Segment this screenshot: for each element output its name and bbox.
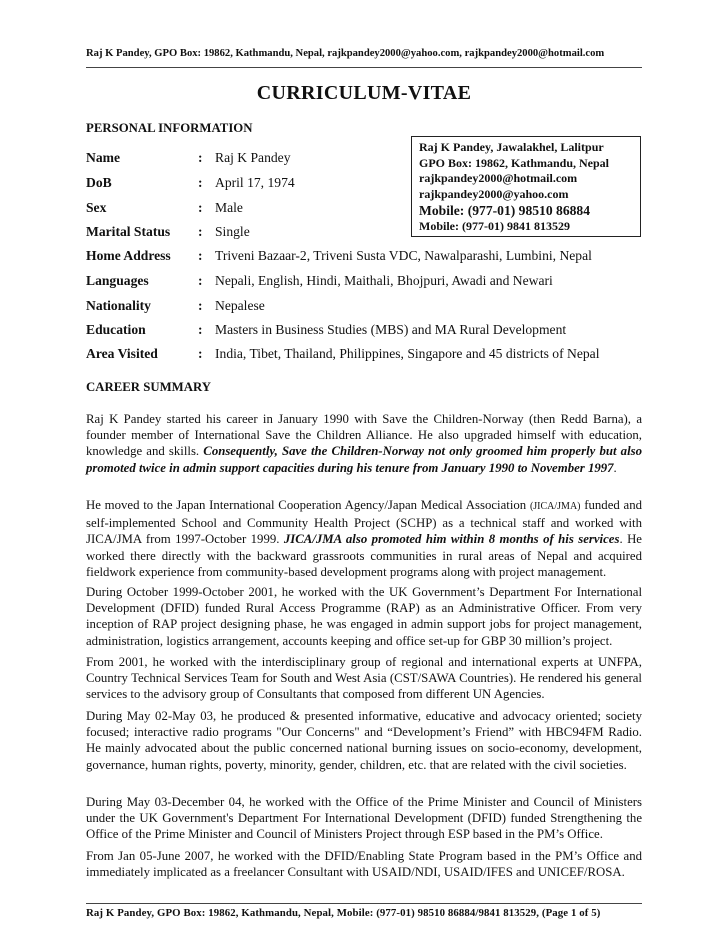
personal-info-heading: PERSONAL INFORMATION: [86, 121, 253, 135]
contact-mobile-2: Mobile: (977-01) 9841 813529: [419, 219, 570, 234]
p1-end: .: [613, 460, 617, 475]
pi-label: DoB: [86, 175, 112, 190]
pi-colon: :: [198, 346, 203, 361]
career-paragraph-3: During October 1999-October 2001, he worked with the UK Government’s Department For International Development (DFID) funded Rural Access Programme (RAP) as an Administrative Officer. From very inception of RAP project designing phase, he was engaged in admin support jobs for project management, administration, logistics arrangement, accounts keeping and office set-up for GBP 30 million’s project.: [86, 585, 642, 648]
contact-email-hotmail: rajkpandey2000@hotmail.com: [419, 171, 578, 186]
pi-label: Name: [86, 150, 120, 165]
pi-label: Area Visited: [86, 346, 158, 361]
contact-address: Raj K Pandey, Jawalakhel, Lalitpur: [419, 140, 604, 154]
page-header: Raj K Pandey, GPO Box: 19862, Kathmandu, Nepal, rajkpandey2000@yahoo.com, rajkpandey2000@hotmail.com: [86, 48, 605, 59]
pi-value: Raj K Pandey: [215, 150, 291, 165]
header-rule: [86, 67, 642, 68]
pi-label: Marital Status: [86, 224, 171, 239]
pi-colon: :: [198, 224, 203, 239]
pi-value: Masters in Business Studies (MBS) and MA Rural Development: [215, 322, 567, 337]
contact-mobile-1: Mobile: (977-01) 98510 86884: [419, 203, 591, 219]
pi-value: Single: [215, 224, 250, 239]
p2-text: He moved to the Japan International Cooperation Agency/Japan Medical Association: [86, 498, 530, 512]
career-paragraph-6: During May 03-December 04, he worked with the Office of the Prime Minister and Council of Ministers under the UK Government's Department For International Development (DFID) funded Strengthening the Office of the Prime Minister and Council of Ministers Project through ESP based in the PM’s Office.: [86, 795, 642, 842]
career-paragraph-2: [86, 497, 642, 580]
p1-emphasis: Consequently, Save the Children-Norway not only groomed him properly but also promoted twice in admin support capacities during his tenure from January 1990 to November 1997: [86, 444, 643, 475]
p1-text: Raj K Pandey started his career in January 1990 with Save the Children-Norway (then Redd Barna), a founder member of International Save the Children Alliance. He also upgraded himself with education, knowledge and skills.: [86, 412, 642, 459]
pi-value: Nepalese: [215, 298, 265, 313]
pi-colon: :: [198, 298, 203, 313]
p2-emphasis: JICA/JMA also promoted him within 8 months of his services: [283, 532, 620, 547]
footer-rule: [86, 903, 642, 904]
pi-colon: :: [198, 248, 203, 263]
career-paragraph-7: From Jan 05-June 2007, he worked with the DFID/Enabling State Program based in the PM’s Office and immediately implicated as a freelancer Consultant with USAID/NDI, USAID/IFES and UNICEF/ROSA.: [86, 849, 642, 880]
pi-label: Sex: [86, 200, 107, 215]
pi-label: Nationality: [86, 298, 151, 313]
pi-colon: :: [198, 273, 203, 288]
career-paragraph-5: During May 02-May 03, he produced & presented informative, educative and advocacy oriented; society focused; interactive radio programs "Our Concerns" and “Development’s Friend” with HBC94FM Radio. He mainly advocated about the public concerned national burning issues on socio-economy, development, governance, human rights, poverty, minority, gender, children, etc. that are related with the civil societies.: [86, 709, 642, 772]
p2-text-3: . He worked there directly with the backward grassroots communities in rural areas of Nepal and acquired fieldwork experience from community-based development programs along with project management.: [86, 532, 642, 579]
contact-box: [411, 136, 641, 237]
contact-po-box: GPO Box: 19862, Kathmandu, Nepal: [419, 155, 610, 170]
p2-text-2: funded and self-implemented School and Community Health Project (SCHP) as a technical staff and worked with JICA/JMA from 1997-October 1999.: [86, 498, 642, 547]
pi-colon: :: [198, 150, 203, 165]
pi-value: Triveni Bazaar-2, Triveni Susta VDC, Nawalparashi, Lumbini, Nepal: [215, 248, 592, 263]
pi-value: Male: [215, 200, 243, 215]
pi-colon: :: [198, 322, 203, 337]
career-paragraph-4: From 2001, he worked with the interdisciplinary group of regional and international experts at UNFPA, Country Technical Services Team for South and West Asia (CST/SAWA Countries). He rendered his general services to the advisory group of Consultants that composed from different UN Agencies.: [86, 655, 642, 702]
page-footer: Raj K Pandey, GPO Box: 19862, Kathmandu, Nepal, Mobile: (977-01) 98510 86884/9841 813529, (Page 1 of 5): [86, 907, 601, 919]
pi-value: April 17, 1974: [215, 175, 295, 190]
pi-colon: :: [198, 175, 203, 190]
pi-label: Home Address: [86, 248, 171, 263]
contact-email-yahoo: rajkpandey2000@yahoo.com: [419, 186, 569, 201]
pi-label: Languages: [86, 273, 149, 288]
career-summary-heading: CAREER SUMMARY: [86, 380, 212, 394]
pi-colon: :: [198, 200, 203, 215]
pi-label: Education: [86, 322, 146, 337]
career-paragraph-1: [86, 411, 642, 476]
pi-value: Nepali, English, Hindi, Maithali, Bhojpuri, Awadi and Newari: [215, 273, 553, 288]
pi-value: India, Tibet, Thailand, Philippines, Singapore and 45 districts of Nepal: [215, 346, 600, 361]
p2-small: (JICA/JMA): [529, 501, 581, 512]
document-title: CURRICULUM-VITAE: [256, 82, 472, 104]
